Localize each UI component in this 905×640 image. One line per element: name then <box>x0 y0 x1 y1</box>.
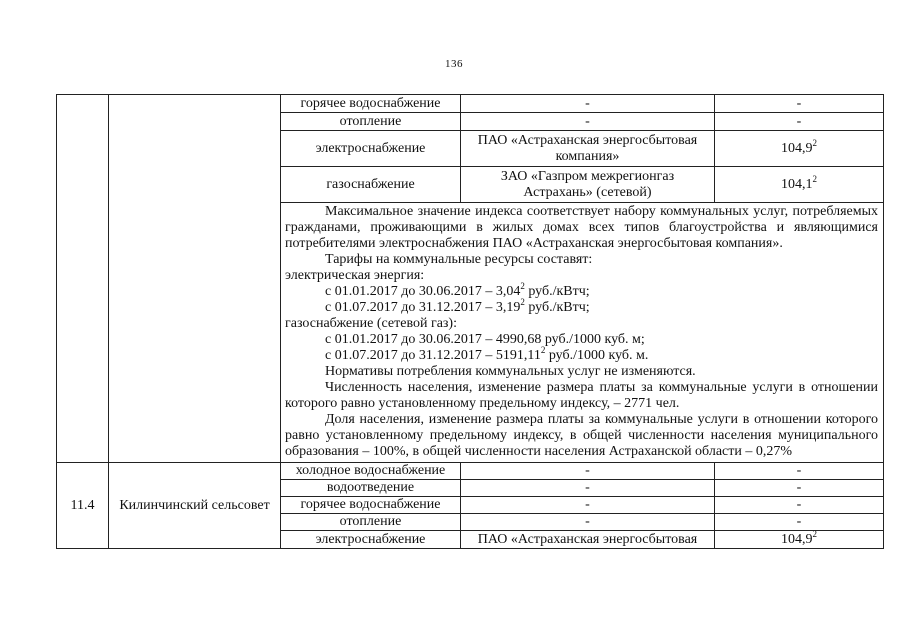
footnote-mark: 2 <box>812 530 817 539</box>
supplier-cell: - <box>461 463 715 480</box>
tariff-line: с 01.01.2017 до 30.06.2017 – 4990,68 руб./1000 куб. м; <box>325 332 645 347</box>
tariff-line: с 01.01.2017 до 30.06.2017 – 3,04$^2$ руб./кВтч; <box>325 281 590 299</box>
municipality-name: Килинчинский сельсовет <box>109 463 281 549</box>
service-cell: отопление <box>281 113 461 131</box>
index-value: - <box>796 463 802 478</box>
tariff-line: с 01.07.2017 до 31.12.2017 – 5191,11$^2$ руб./1000 куб. м. <box>325 345 649 363</box>
footnote-mark: 2 <box>520 281 525 291</box>
index-value: - <box>796 514 802 529</box>
index-cell <box>715 514 884 531</box>
footnote-mark: 2 <box>520 297 525 307</box>
index-cell <box>715 497 884 514</box>
supplier-cell: ЗАО «Газпром межрегионгаз Астрахань» (сетевой) <box>461 167 715 203</box>
tariff-index-table <box>56 94 884 549</box>
notes-paragraph: Нормативы потребления коммунальных услуг не изменяются. <box>325 364 696 379</box>
service-cell: электроснабжение <box>281 531 461 549</box>
notes-paragraph: Тарифы на коммунальные ресурсы составят: <box>325 252 593 267</box>
index-cell <box>715 531 884 549</box>
footnote-mark: 2 <box>540 345 546 355</box>
index-cell <box>715 167 884 203</box>
supplier-cell: - <box>461 514 715 531</box>
table-row <box>57 463 884 480</box>
notes-paragraph: Максимальное значение индекса соответствует набору коммунальных услуг, потребляемых гражданами, проживающими в жилых домах всех типов благоустройства и являющимися потребителями электроснабжения ПАО «Астраханская энергосбытовая компания». <box>285 204 878 251</box>
service-cell: отопление <box>281 514 461 531</box>
municipality-cell-continued <box>109 95 281 463</box>
footnote-mark: 2 <box>812 173 817 184</box>
index-cell <box>715 131 884 167</box>
notes-paragraph: Доля населения, изменение размера платы за коммунальные услуги в отношении которого равно установленному предельному индексу, в общей численности населения муниципального образования – 100%, в общей численности населения Астраханской области – 0,27% <box>285 412 878 459</box>
service-cell: холодное водоснабжение <box>281 463 461 480</box>
index-value: 104,9 <box>781 140 813 156</box>
service-cell: электроснабжение <box>281 131 461 167</box>
index-cell <box>715 463 884 480</box>
index-cell <box>715 480 884 497</box>
supplier-cell: - <box>461 497 715 514</box>
supplier-cell: - <box>461 480 715 497</box>
notes-cell <box>281 203 884 463</box>
index-value: 104,9 <box>781 531 813 547</box>
supplier-cell: - <box>461 95 715 113</box>
number-cell-continued <box>57 95 109 463</box>
page-number: 136 <box>445 58 463 70</box>
supplier-cell: ПАО «Астраханская энергосбытовая компания» <box>461 131 715 167</box>
service-cell: горячее водоснабжение <box>281 95 461 113</box>
notes-paragraph: электрическая энергия: <box>285 268 425 283</box>
service-cell: водоотведение <box>281 480 461 497</box>
supplier-cell: ПАО «Астраханская энергосбытовая <box>461 531 715 549</box>
index-value: - <box>796 480 802 495</box>
index-value: 104,1 <box>781 176 813 192</box>
notes-paragraph: газоснабжение (сетевой газ): <box>285 316 457 331</box>
supplier-cell: - <box>461 113 715 131</box>
index-value: - <box>796 113 802 129</box>
index-cell <box>715 113 884 131</box>
footnote-mark: 2 <box>812 137 817 148</box>
index-value: - <box>796 95 802 111</box>
service-cell: газоснабжение <box>281 167 461 203</box>
section-number: 11.4 <box>57 463 109 549</box>
service-cell: горячее водоснабжение <box>281 497 461 514</box>
table-row <box>57 95 884 113</box>
notes-paragraph: Численность населения, изменение размера платы за коммунальные услуги в отношении которого равно установленному предельному индексу, – 2771 чел. <box>285 380 878 411</box>
index-value: - <box>796 497 802 512</box>
tariff-line: с 01.07.2017 до 31.12.2017 – 3,19$^2$ руб./кВтч; <box>325 297 590 315</box>
index-cell <box>715 95 884 113</box>
